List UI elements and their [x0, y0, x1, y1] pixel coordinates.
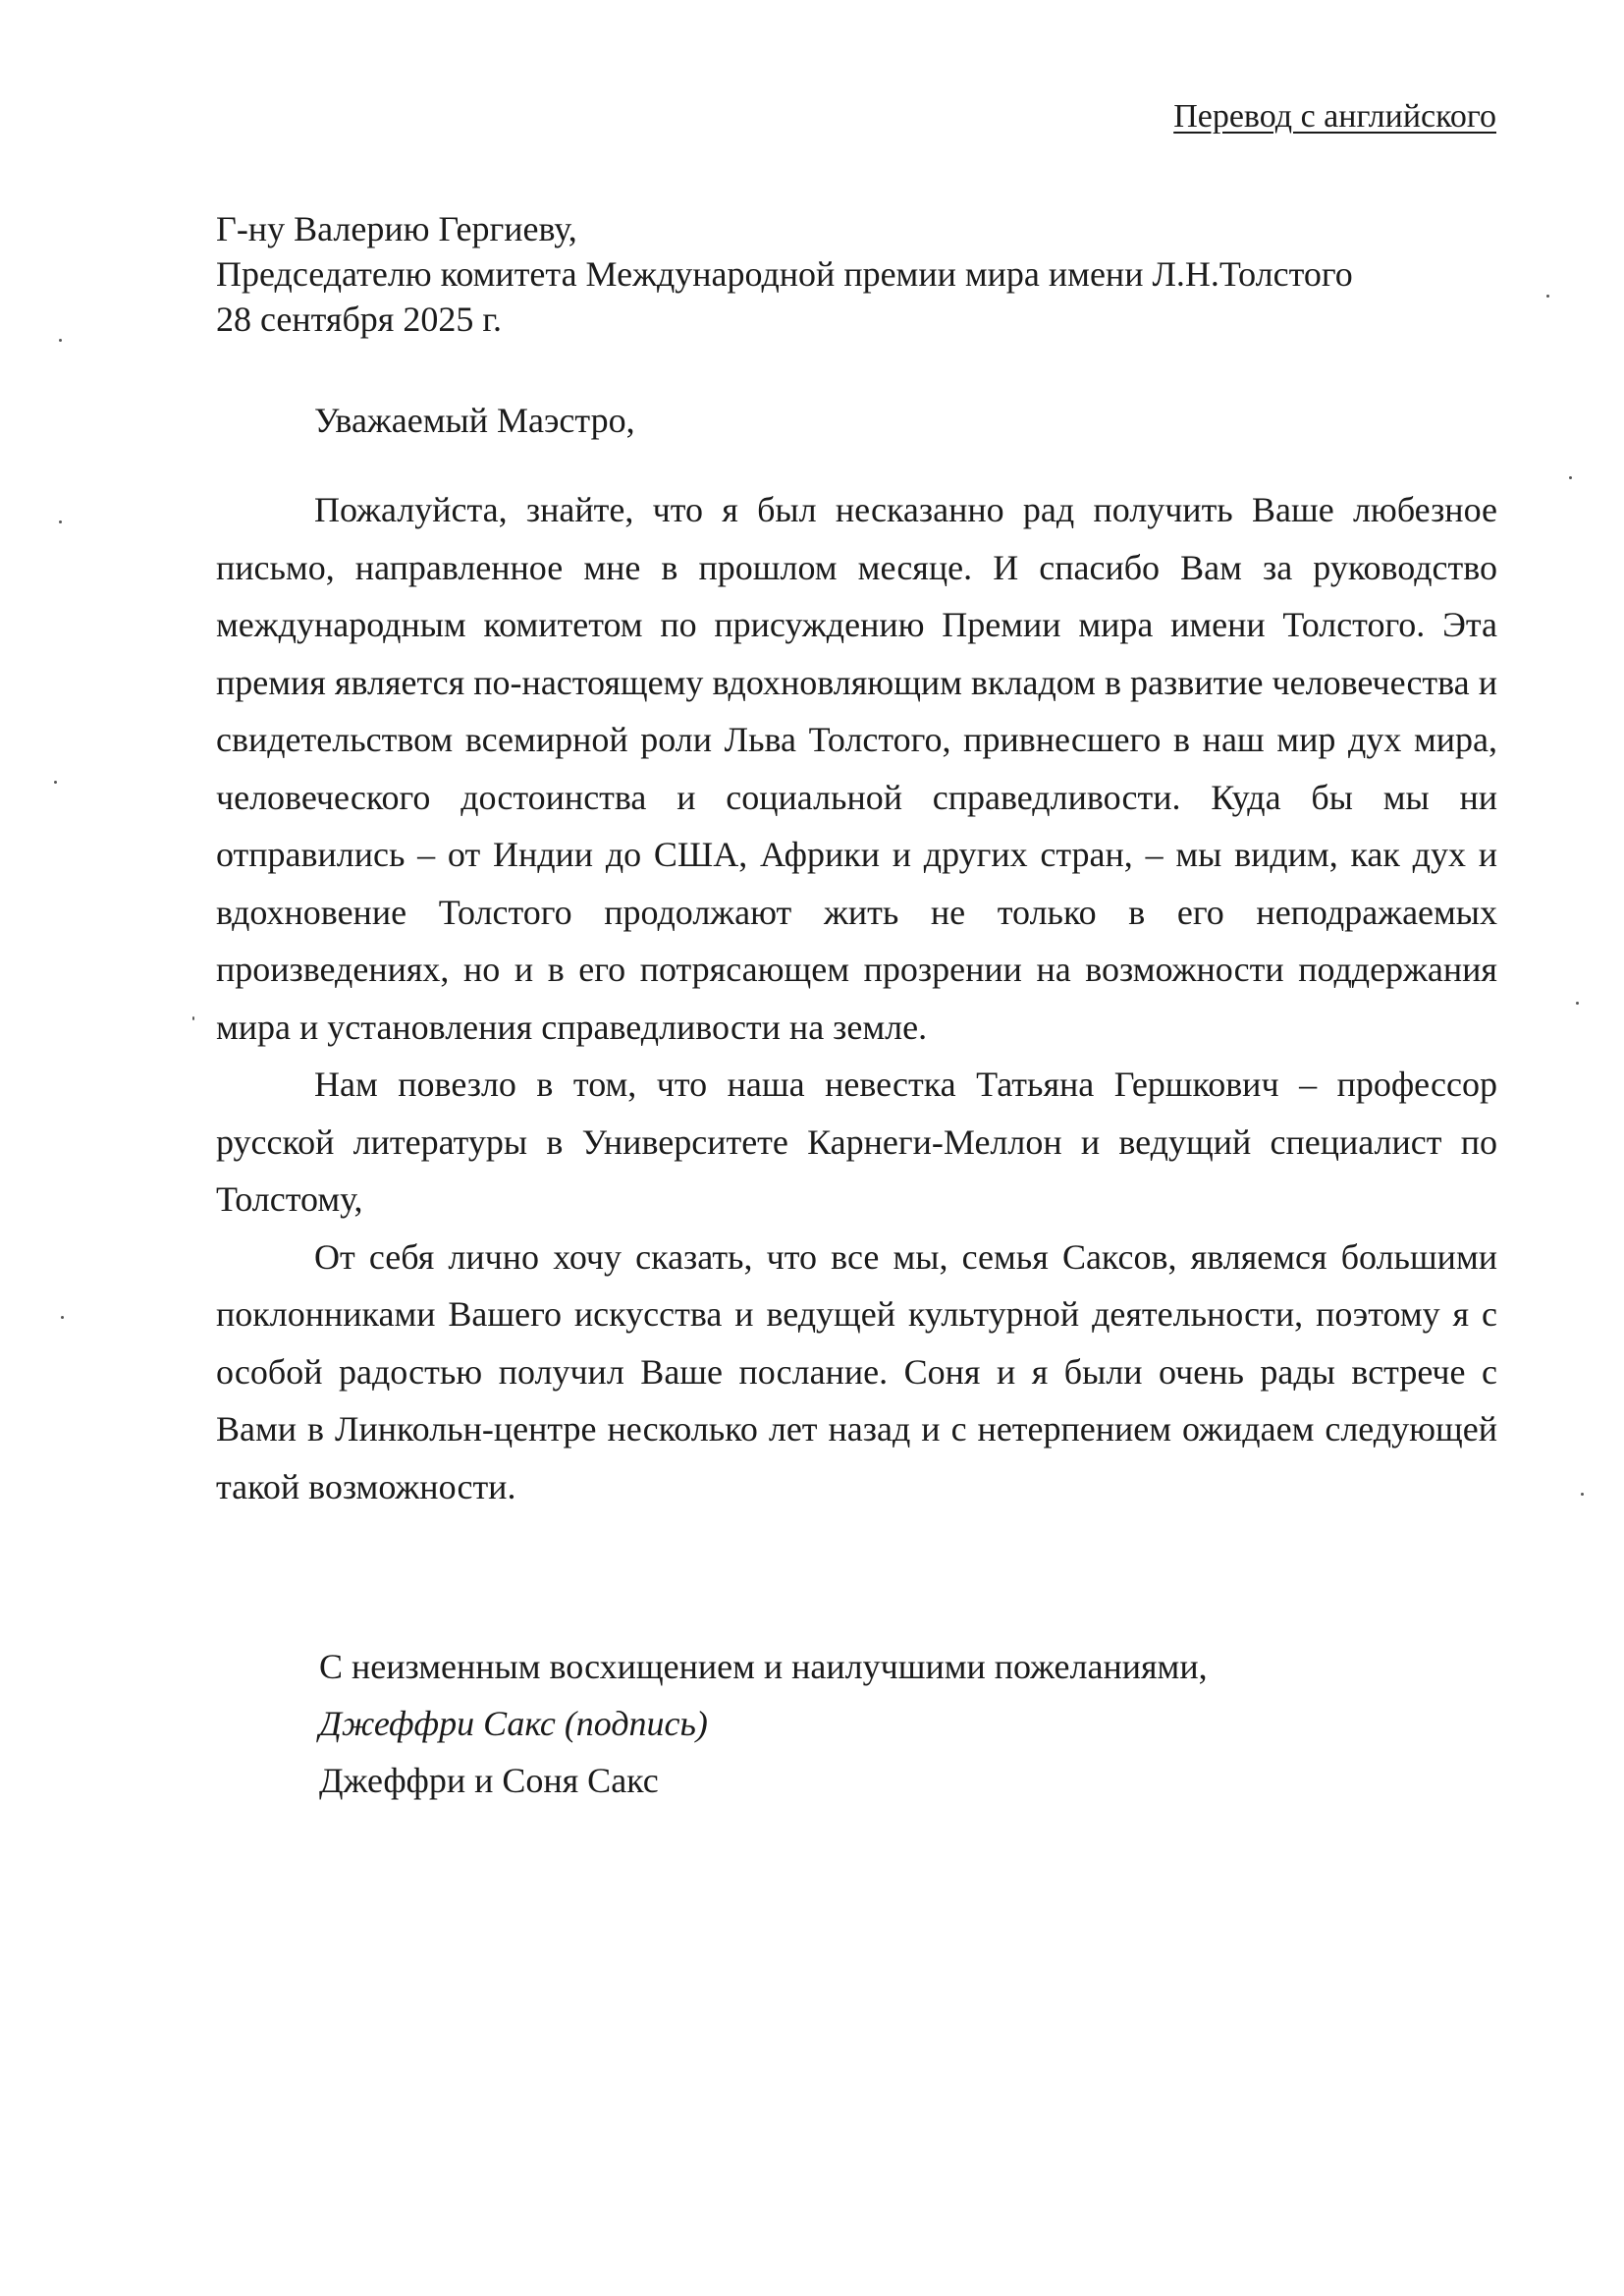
closing-line: С неизменным восхищением и наилучшими пожеланиями, [319, 1647, 1208, 1686]
closing-block [319, 1638, 1208, 1809]
scan-speck [1546, 295, 1549, 298]
scan-speck [61, 1316, 64, 1319]
addressee-name: Г-ну Валерию Гергиеву, [216, 209, 577, 248]
scan-speck [54, 781, 57, 784]
scan-speck [192, 1016, 194, 1020]
scan-speck [59, 339, 62, 342]
addressee-block [216, 206, 1353, 342]
addressee-title: Председателю комитета Международной премии мира имени Л.Н.Толстого [216, 254, 1353, 294]
letter-body [216, 481, 1497, 1515]
body-paragraph-1: Пожалуйста, знайте, что я был несказанно рад получить Ваше любезное письмо, направленное мне в прошлом месяце. И спасибо Вам за руководство международным комитетом по присуждению Премии мира имени Толстого. Эта премия является по-настоящему вдохновляющим вкладом в развитие человечества и свидетельством всемирной роли Льва Толстого, привнесшего в наш мир дух мира, человеческого достоинства и социальной справедливости. Куда бы мы ни отправились – от Индии до США, Африки и других стран, – мы видим, как дух и вдохновение Толстого продолжают жить не только в его неподражаемых произведениях, но и в его потрясающем прозрении на возможности поддержания мира и установления справедливости на земле. [216, 490, 1497, 1047]
signature-note: Джеффри Сакс (подпись) [319, 1704, 708, 1743]
scan-speck [1576, 1002, 1579, 1005]
body-paragraph-2: Нам повезло в том, что наша невестка Татьяна Гершкович – профессор русской литературы в Университете Карнеги-Меллон и ведущий специалист по Толстому, [216, 1065, 1497, 1219]
scan-speck [1581, 1493, 1584, 1496]
salutation: Уважаемый Маэстро, [314, 401, 635, 440]
body-paragraph-3: От себя лично хочу сказать, что все мы, семья Саксов, являемся большими поклонниками Вашего искусства и ведущей культурной деятельности, поэтому я с особой радостью получил Ваше послание. Соня и я были очень рады встрече с Вами в Линкольн-центре несколько лет назад и с нетерпением ожидаем следующей такой возможности. [216, 1236, 1497, 1506]
letter-date: 28 сентября 2025 г. [216, 300, 503, 339]
signatory-names: Джеффри и Соня Сакс [319, 1761, 659, 1800]
scan-speck [59, 520, 62, 523]
scan-speck [1569, 476, 1572, 479]
translation-note: Перевод с английского [1173, 98, 1496, 135]
